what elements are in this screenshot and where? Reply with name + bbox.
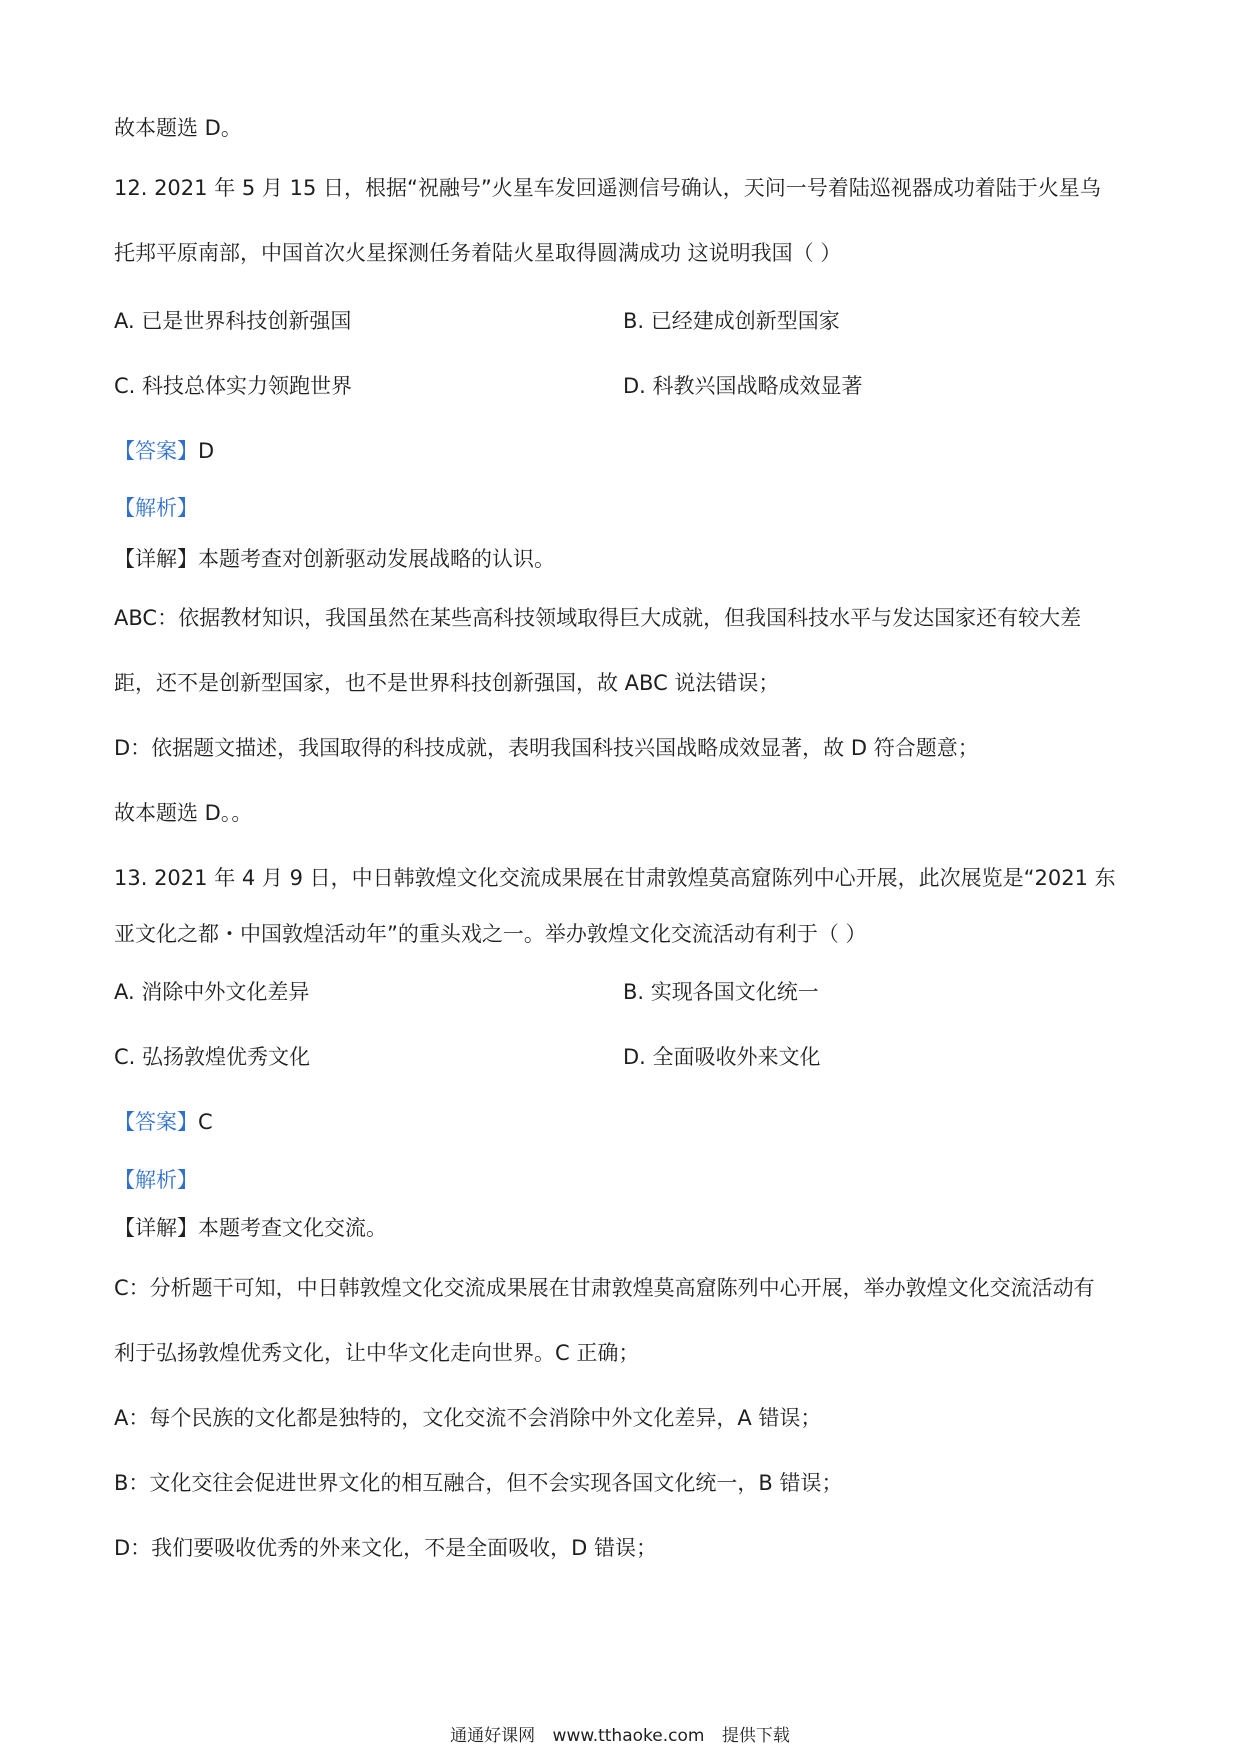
footer-suffix: 提供下载 [721, 1726, 790, 1746]
q13-option-a: A. 消除中外文化差异 [114, 980, 310, 1004]
q13-option-d: D. 全面吸收外来文化 [623, 1045, 821, 1069]
q13-detail: 【详解】本题考查文化交流。 [114, 1216, 387, 1240]
q13-answer [114, 1107, 213, 1137]
q13-c-line-2: 利于弘扬敦煌优秀文化，让中华文化走向世界。C 正确； [114, 1341, 640, 1365]
q12-option-c: C. 科技总体实力领跑世界 [114, 374, 353, 398]
answer-value: C [198, 1110, 213, 1134]
answer-tag: 【答案】 [114, 1110, 198, 1134]
q12-stem-line-1: 12. 2021 年 5 月 15 日，根据“祝融号”火星车发回遥测信号确认，天问一号着陆巡视器成功着陆于火星乌 [114, 176, 1101, 200]
q13-stem-line-2: 亚文化之都・中国敦煌活动年”的重头戏之一。举办敦煌文化交流活动有利于（ ） [114, 922, 867, 946]
q13-analysis-tag: 【解析】 [114, 1168, 198, 1192]
page-footer [0, 1725, 1240, 1747]
q13-option-c: C. 弘扬敦煌优秀文化 [114, 1045, 311, 1069]
q12-d-line: D：依据题文描述，我国取得的科技成就，表明我国科技兴国战略成效显著，故 D 符合题意； [114, 736, 979, 760]
q12-detail: 【详解】本题考查对创新驱动发展战略的认识。 [114, 547, 555, 571]
q13-d-line: D：我们要吸收优秀的外来文化，不是全面吸收，D 错误； [114, 1536, 658, 1560]
q12-option-b: B. 已经建成创新型国家 [623, 309, 840, 333]
q13-b-line: B：文化交往会促进世界文化的相互融合，但不会实现各国文化统一，B 错误； [114, 1471, 843, 1495]
footer-url[interactable]: www.tthaoke.com [552, 1726, 705, 1746]
previous-conclusion: 故本题选 D。 [114, 116, 242, 140]
q12-conclusion: 故本题选 D。。 [114, 801, 253, 825]
q12-answer [114, 436, 214, 466]
q12-stem-line-2: 托邦平原南部，中国首次火星探测任务着陆火星取得圆满成功 这说明我国（ ） [114, 241, 842, 265]
q13-stem-line-1: 13. 2021 年 4 月 9 日，中日韩敦煌文化交流成果展在甘肃敦煌莫高窟陈列中心开展，此次展览是“2021 东 [114, 866, 1116, 890]
q12-abc-line-1: ABC：依据教材知识，我国虽然在某些高科技领域取得巨大成就，但我国科技水平与发达国家还有较大差 [114, 606, 1082, 630]
q12-option-d: D. 科教兴国战略成效显著 [623, 374, 863, 398]
q13-c-line-1: C：分析题干可知，中日韩敦煌文化交流成果展在甘肃敦煌莫高窟陈列中心开展，举办敦煌文化交流活动有 [114, 1276, 1095, 1300]
q12-abc-line-2: 距，还不是创新型国家，也不是世界科技创新强国，故 ABC 说法错误； [114, 671, 780, 695]
q13-option-b: B. 实现各国文化统一 [623, 980, 819, 1004]
answer-value: D [198, 439, 215, 463]
answer-tag: 【答案】 [114, 439, 198, 463]
q12-option-a: A. 已是世界科技创新强国 [114, 309, 352, 333]
q12-analysis-tag: 【解析】 [114, 496, 198, 520]
footer-site-name: 通通好课网 [450, 1726, 536, 1746]
q13-a-line: A：每个民族的文化都是独特的，文化交流不会消除中外文化差异，A 错误； [114, 1406, 822, 1430]
